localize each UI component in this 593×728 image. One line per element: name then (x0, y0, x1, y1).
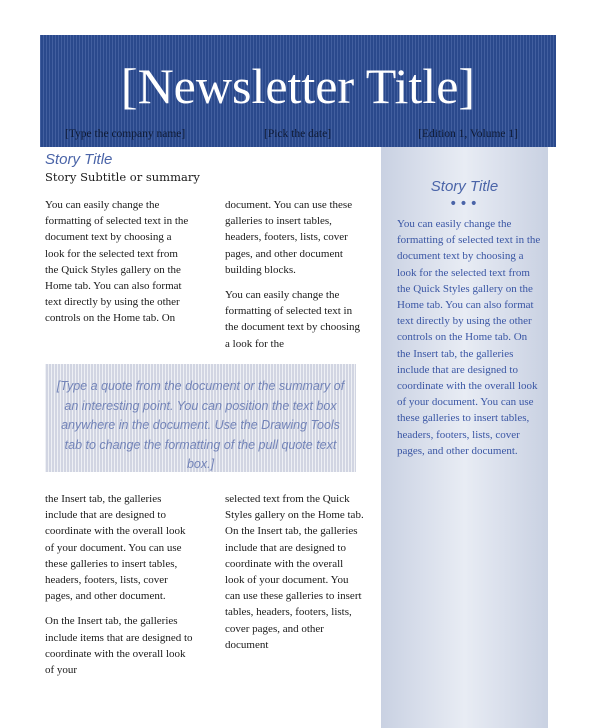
story-paragraph: the Insert tab, the galleries include that are designed to coordinate with the overall look of your document. You can use these galleries to insert tables, headers, footers, lists, cover pages, and other document. (45, 493, 186, 603)
date-picker-field[interactable]: [Pick the date] (264, 128, 332, 140)
story-paragraph: document. You can use these galleries to insert tables, headers, footers, lists, cover pages, and other document building blocks. (225, 199, 353, 276)
sidebar-body-text[interactable]: You can easily change the formatting of selected text in the document text by choosing a look for the selected text from the Quick Styles gallery on the Home tab. You can also format text directly by using the other controls on the Home tab. On the Insert tab, the galleries include that are designed to coordinate with the overall look of your document. You can use these galleries to insert tables, headers, footers, lists, cover pages, and other document. (397, 218, 541, 457)
story-column-2-bottom[interactable] (225, 491, 365, 662)
story-paragraph: You can easily change the formatting of selected text in the document text by choosing a look for the (225, 289, 361, 350)
masthead-banner (40, 35, 556, 147)
sidebar-panel (381, 147, 548, 728)
story-column-1-top[interactable] (45, 197, 193, 336)
edition-field[interactable]: [Edition 1, Volume 1] (418, 128, 518, 140)
pull-quote-box[interactable] (45, 364, 356, 472)
ornament-dots-icon: ••• (449, 196, 480, 212)
story-paragraph: You can easily change the formatting of selected text in the document text by choosing a look for the selected text from the Quick Styles gallery on the Home tab. You can also format text directly by using the other controls on the Home tab. On (45, 199, 189, 325)
pull-quote-text: [Type a quote from the document or the summary of an interesting point. You can position the text box anywhere in the document. Use the Drawing Tools tab to change the formatting of the pull quote text box.] (56, 379, 345, 471)
newsletter-title[interactable]: [Newsletter Title] (120, 58, 476, 114)
story-paragraph: selected text from the Quick Styles gallery on the Home tab. On the Insert tab, the galleries include that are designed to coordinate with the overall look of your document. You can use these galleries to insert tables, headers, footers, lists, cover pages, and other document (225, 493, 364, 651)
story-column-2-top[interactable] (225, 197, 365, 361)
story-subtitle[interactable]: Story Subtitle or summary (45, 170, 200, 184)
story-paragraph: On the Insert tab, the galleries include items that are designed to coordinate with the overall look of your (45, 615, 193, 677)
sidebar-story-title[interactable]: Story Title (430, 178, 499, 195)
company-name-field[interactable]: [Type the company name] (65, 128, 186, 140)
story-title[interactable]: Story Title (45, 151, 113, 168)
story-column-1-bottom[interactable] (45, 491, 193, 687)
